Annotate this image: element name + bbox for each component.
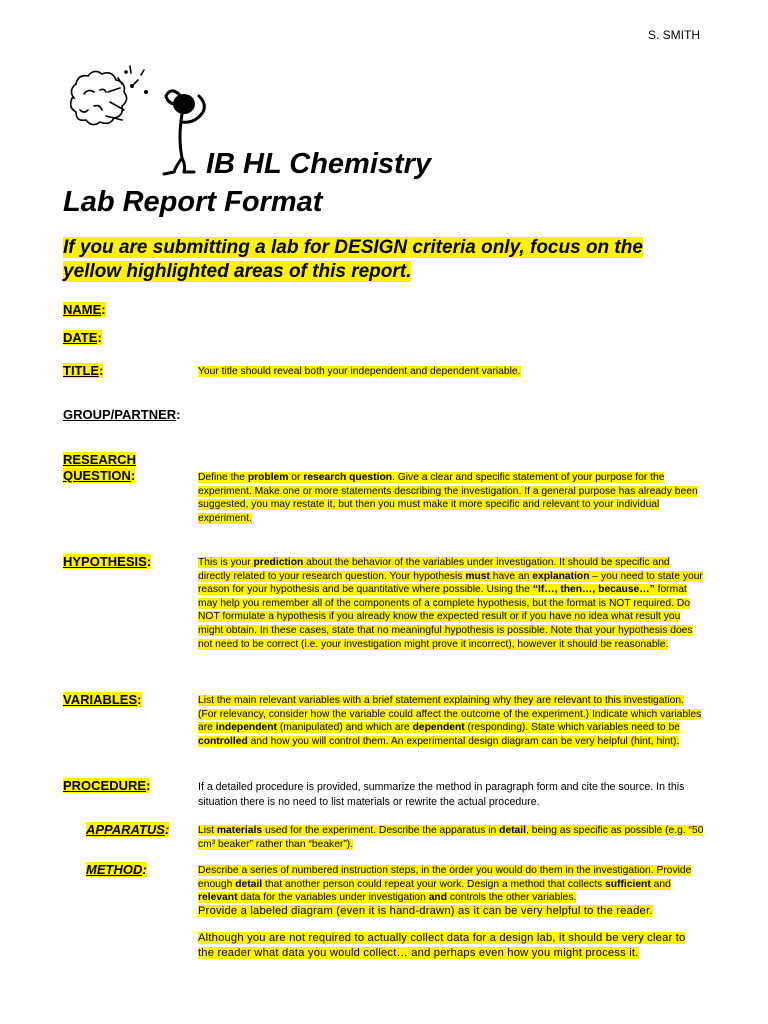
design-criteria-note: If you are submitting a lab for DESIGN criteria only, focus on the yellow highlighted areas of this report. — [63, 237, 643, 282]
hypothesis-description: This is your prediction about the behavior of the variables under investigation. It should be specific and directly related to your research question. Your hypothesis must have an explanation – you need to state your reason for your hypothesis and be quantitative where possible. Using the “If…, then…, because…” format may help you remember all of the components of a complete hypothesis, but the format is NOT required. Do NOT formulate a hypothesis if you already know the expected result or if you have no idea what result you might obtain. In these cases, state that no meaningful hypothesis is possible. Note that your hypothesis does not need to be correct (i.e. your investigation might prove it incorrect), however it should be reasonable. — [198, 557, 703, 650]
method-data-note: Although you are not required to actually collect data for a design lab, it should be very clear to the reader what data you would collect… and perhaps even how you might process it. — [198, 932, 686, 959]
thinking-figure-clipart — [60, 60, 212, 180]
title-label: TITLE: — [63, 363, 104, 378]
date-label: DATE: — [63, 330, 102, 345]
research-question-description: Define the problem or research question. Give a clear and specific statement of your purpose for the experiment. Make one or more statements describing the investigation. If a general purpose has already been suggested, you may restate it, but then you must make it more specific and relevant to your individual experiment. — [198, 472, 698, 524]
title-description: Your title should reveal both your independent and dependent variable. — [198, 366, 521, 377]
author-name: S. SMITH — [648, 28, 701, 42]
procedure-description: If a detailed procedure is provided, summarize the method in paragraph form and cite the source. In this situation there is no need to list materials or rewrite the actual procedure. — [198, 781, 685, 808]
group-partner-label: GROUP/PARTNER: — [63, 407, 181, 422]
apparatus-description: List materials used for the experiment. Describe the apparatus in detail, being as specific as possible (e.g. “50 cm³ beaker” rather than “beaker”). — [198, 825, 704, 850]
method-label: METHOD: — [86, 862, 147, 877]
page-title-line2: Lab Report Format — [63, 186, 323, 218]
method-diagram-note: Provide a labeled diagram (even it is hand-drawn) as it can be very helpful to the reader. — [198, 905, 653, 917]
name-label: NAME: — [63, 302, 106, 317]
method-description: Describe a series of numbered instruction steps, in the order you would do them in the investigation. Provide enough detail that another person could repeat your work. Design a method that collects sufficient and relevant data for the variables under investigation and controls the other variables. — [198, 865, 692, 904]
hypothesis-label: HYPOTHESIS: — [63, 554, 152, 569]
variables-description: List the main relevant variables with a brief statement explaining why they are relevant to this investigation. (For relevancy, consider how the variable could affect the outcome of the experiment.) Indicate which variables are independent (manipulated) and which are dependent (responding). State which variables need to be controlled and how you will control them. An experimental design diagram can be very helpful (hint, hint). — [198, 695, 702, 747]
research-question-label: RESEARCH QUESTION: — [63, 452, 136, 483]
page-title-line1: IB HL Chemistry — [206, 148, 432, 180]
variables-label: VARIABLES: — [63, 692, 142, 707]
apparatus-label: APPARATUS: — [86, 822, 170, 837]
procedure-label: PROCEDURE: — [63, 778, 151, 793]
